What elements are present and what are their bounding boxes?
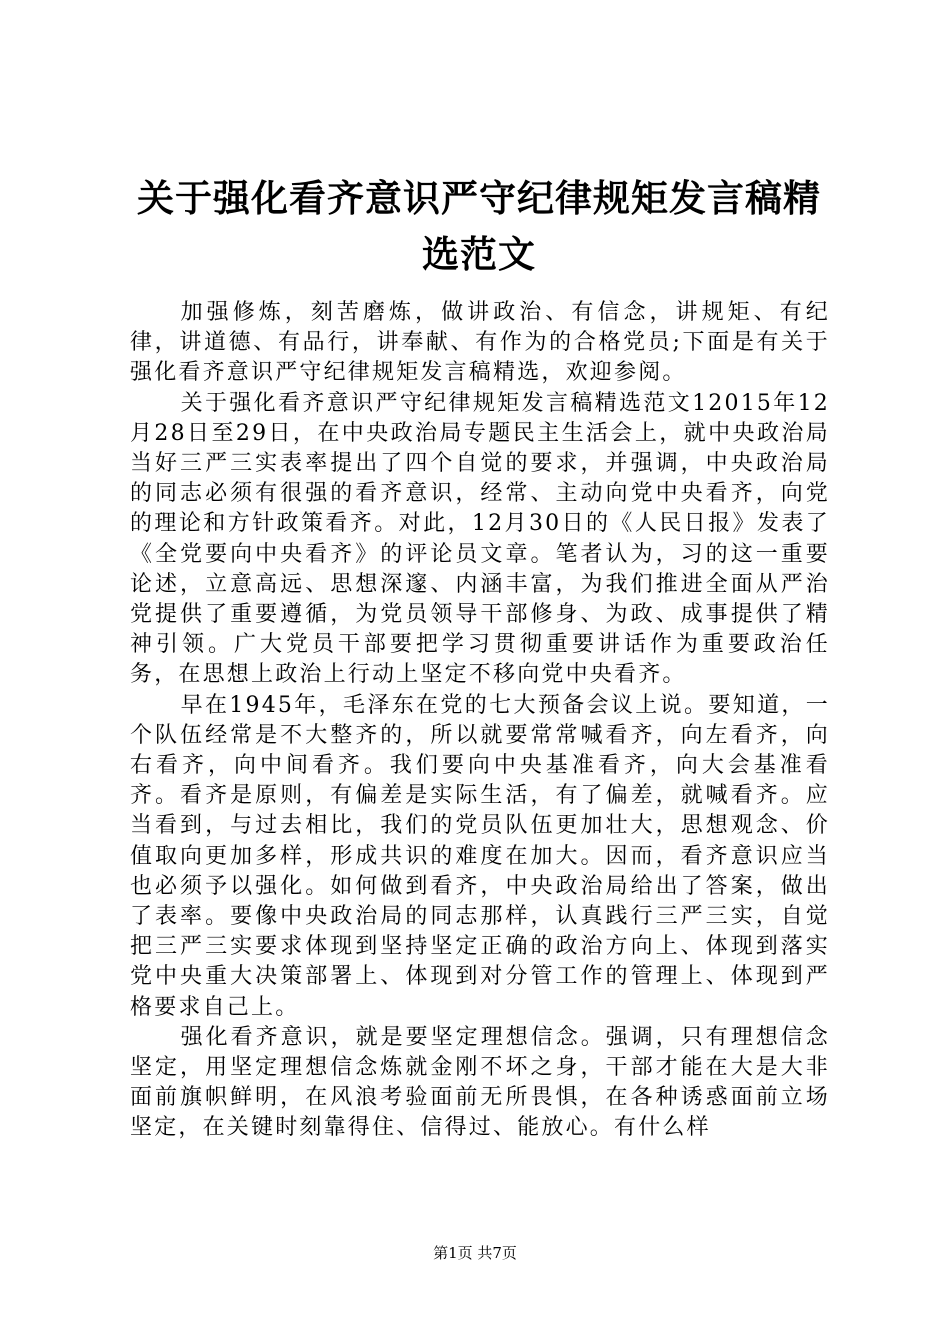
document-title: 关于强化看齐意识严守纪律规矩发言稿精选范文: [137, 176, 821, 276]
document-body: [130, 298, 830, 1144]
paragraph-3: 强化看齐意识，就是要坚定理想信念。强调，只有理想信念坚定，用坚定理想信念炼就金刚不坏之身，干部才能在大是大非面前旗帜鲜明，在风浪考验面前无所畏惧，在各种诱惑面前立场坚定，在关键时刻靠得住、信得过、能放心。有什么样: [130, 1024, 830, 1141]
paragraph-1: 关于强化看齐意识严守纪律规矩发言稿精选范文12015年12月28日至29日，在中央政治局专题民主生活会上，就中央政治局当好三严三实表率提出了四个自觉的要求，并强调，中央政治局的同志必须有很强的看齐意识，经常、主动向党中央看齐，向党的理论和方针政策看齐。对此，12月30日的《人民日报》发表了《全党要向中央看齐》的评论员文章。笔者认为，习的这一重要论述，立意高远、思想深邃、内涵丰富，为我们推进全面从严治党提供了重要遵循，为党员领导干部修身、为政、成事提供了精神引领。广大党员干部要把学习贯彻重要讲话作为重要政治任务，在思想上政治上行动上坚定不移向党中央看齐。: [130, 390, 830, 688]
page-footer: 第1页 共7页: [433, 1244, 517, 1262]
paragraph-intro: 加强修炼，刻苦磨炼，做讲政治、有信念，讲规矩、有纪律，讲道德、有品行，讲奉献、有作为的合格党员;下面是有关于强化看齐意识严守纪律规矩发言稿精选，欢迎参阅。: [130, 300, 830, 386]
paragraph-2: 早在1945年，毛泽东在党的七大预备会议上说。要知道，一个队伍经常是不大整齐的，所以就要常常喊看齐，向左看齐，向右看齐，向中间看齐。我们要向中央基准看齐，向大会基准看齐。看齐是原则，有偏差是实际生活，有了偏差，就喊看齐。应当看到，与过去相比，我们的党员队伍更加壮大，思想观念、价值取向更加多样，形成共识的难度在加大。因而，看齐意识应当也必须予以强化。如何做到看齐，中央政治局给出了答案，做出了表率。要像中央政治局的同志那样，认真践行三严三实，自觉把三严三实要求体现到坚持坚定正确的政治方向上、体现到落实党中央重大决策部署上、体现到对分管工作的管理上、体现到严格要求自己上。: [130, 692, 830, 1020]
